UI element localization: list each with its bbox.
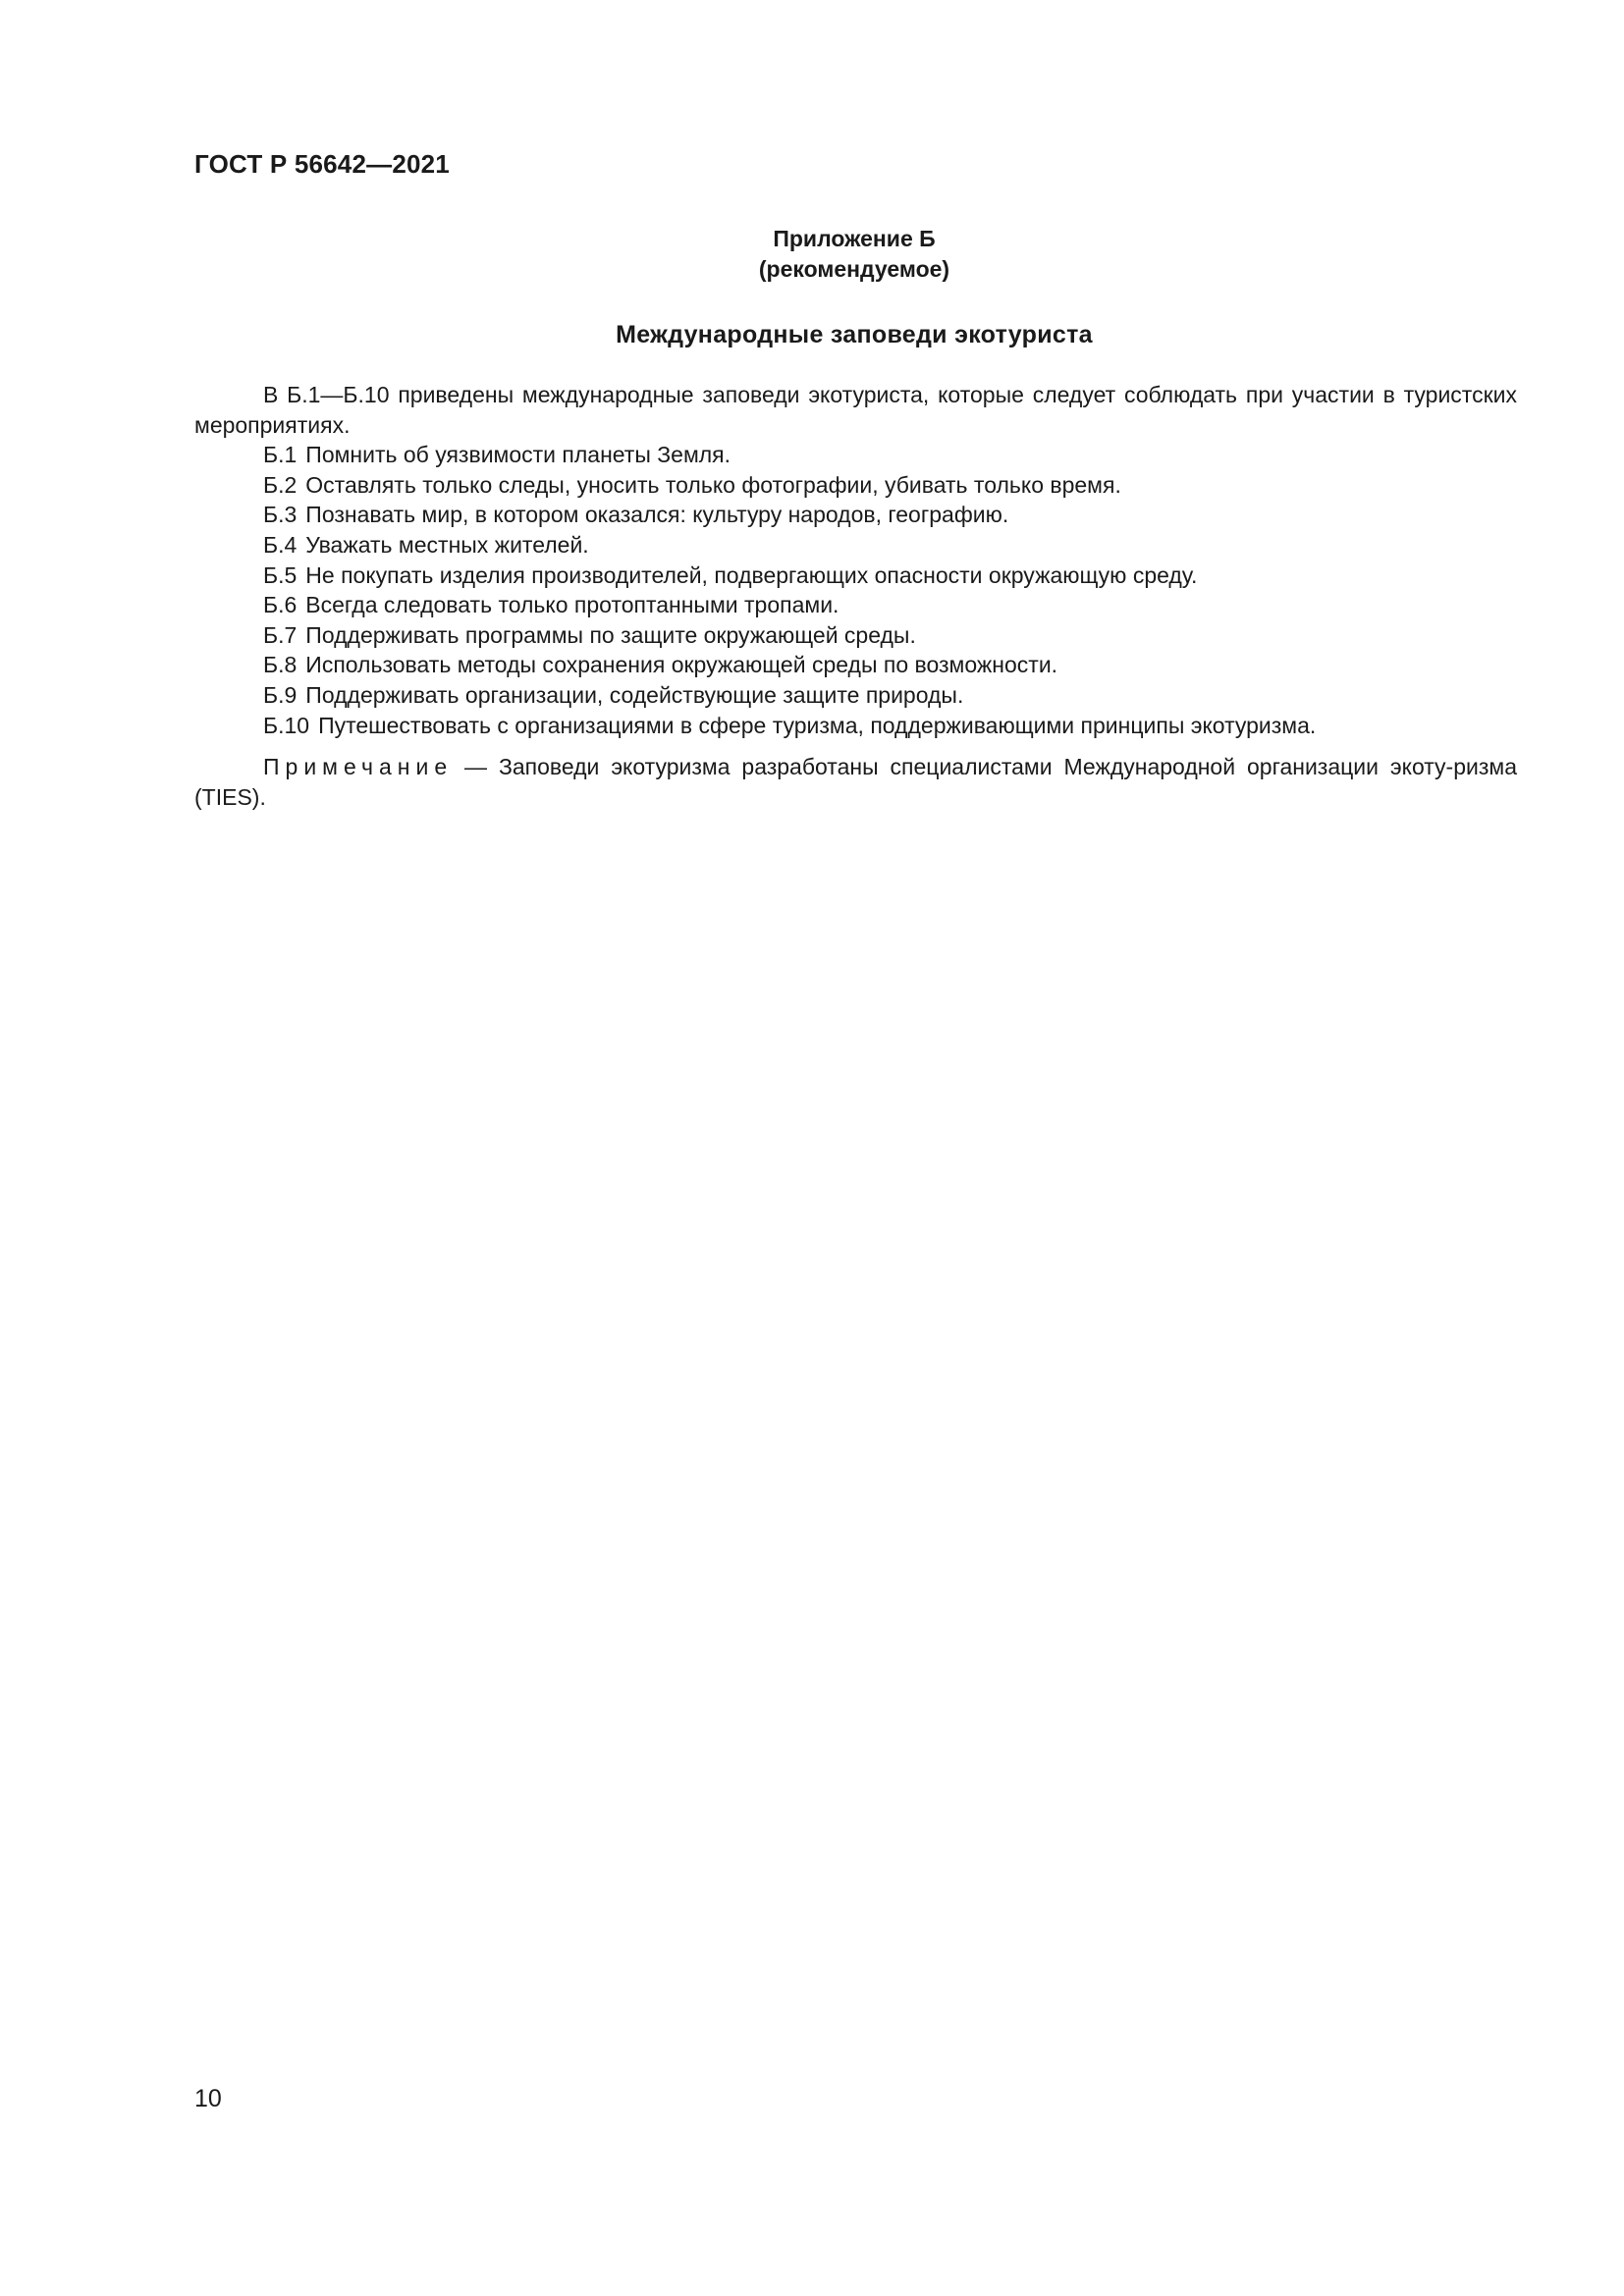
item-number: Б.1 xyxy=(263,442,298,468)
list-item xyxy=(194,711,1517,741)
appendix-label: Приложение Б xyxy=(773,226,936,251)
item-text: Путешествовать с организациями в сфере туризма, поддерживающими принципы экотуризма. xyxy=(318,712,1317,738)
item-text: Всегда следовать только протоптанными тропами. xyxy=(305,592,839,618)
item-number: Б.5 xyxy=(263,561,298,588)
appendix-title: Международные заповеди экотуриста xyxy=(616,321,1093,348)
list-item xyxy=(194,620,1517,651)
item-number: Б.9 xyxy=(263,681,298,708)
item-number: Б.6 xyxy=(263,592,298,618)
item-text: Не покупать изделия производителей, подвергающих опасности окружающую среду. xyxy=(305,561,1198,588)
list-item xyxy=(194,590,1517,620)
item-text: Поддерживать программы по защите окружающей среды. xyxy=(305,621,916,648)
page-number: 10 xyxy=(194,2085,222,2112)
item-text: Оставлять только следы, уносить только фотографии, убивать только время. xyxy=(305,471,1121,498)
item-number: Б.10 xyxy=(263,712,310,738)
item-text: Помнить об уязвимости планеты Земля. xyxy=(305,442,731,468)
appendix-status: (рекомендуемое) xyxy=(758,256,950,282)
list-item xyxy=(194,500,1517,530)
document-code: ГОСТ Р 56642—2021 xyxy=(194,149,450,179)
list-item xyxy=(194,680,1517,711)
intro-paragraph: В Б.1—Б.10 приведены международные заповеди экотуриста, которые следует соблюдать при участии в туристских мероприятиях. xyxy=(194,382,1517,438)
item-text: Познавать мир, в котором оказался: культуру народов, географию. xyxy=(305,502,1009,528)
note-text: — Заповеди экотуризма разработаны специалистами Международной организации экоту-ризма (TIES). xyxy=(194,754,1517,810)
appendix-body xyxy=(194,380,1517,812)
note-paragraph xyxy=(194,752,1517,812)
list-item xyxy=(194,440,1517,470)
item-number: Б.3 xyxy=(263,502,298,528)
note-label: Примечание xyxy=(263,754,454,780)
list-item xyxy=(194,530,1517,561)
item-text: Поддерживать организации, содействующие защите природы. xyxy=(305,681,964,708)
item-number: Б.4 xyxy=(263,531,298,558)
item-text: Использовать методы сохранения окружающей среды по возможности. xyxy=(305,652,1058,678)
list-item xyxy=(194,470,1517,501)
item-number: Б.2 xyxy=(263,471,298,498)
item-text: Уважать местных жителей. xyxy=(305,531,589,558)
item-number: Б.7 xyxy=(263,621,298,648)
list-item xyxy=(194,650,1517,680)
appendix-heading xyxy=(0,224,1624,285)
item-number: Б.8 xyxy=(263,652,298,678)
list-item xyxy=(194,561,1517,591)
